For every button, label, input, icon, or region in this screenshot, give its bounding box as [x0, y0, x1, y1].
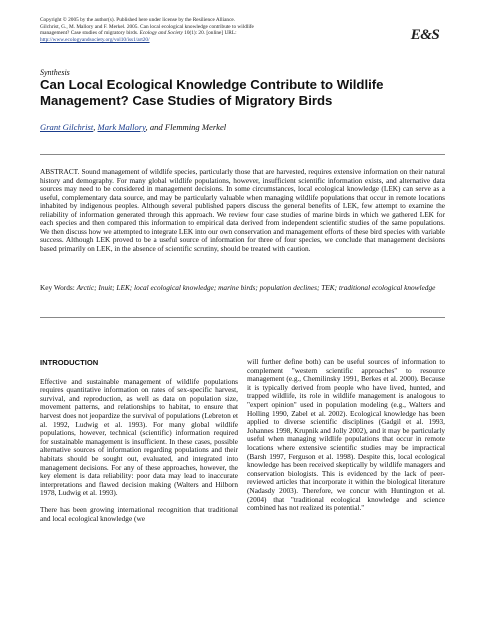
copyright-line: Copyright © 2005 by the author(s). Published here under license by the Resilience Alliance. [40, 17, 236, 23]
keywords-label: Key Words: [40, 283, 77, 292]
section-label: Synthesis [40, 68, 70, 77]
author-separator: , [93, 122, 98, 132]
divider [40, 154, 445, 155]
body-paragraph: Effective and sustainable management of wildlife populations requires quantitative information on rates of sex-specific harvest, survival, and reproduction, as well as data on population size, movement patterns, and relationships to habitat, to ensure that harvest does not jeopardize the survival of populations (Lebreton et al. 1992, Ludwig et al. 1993). For many global wildlife populations, however, technical (scientific) information required for sustainable management is insufficient. In these cases, possible alternative sources of information regarding populations and their habitats should be sought out, evaluated, and integrated into management decisions. For any of these approaches, however, the key element is data reliability: poor data may lead to inaccurate interpretations and flawed decision making (Walters and Hilborn 1978, Ludwig et al. 1993). [40, 376, 238, 498]
journal-name: Ecology and Society [139, 30, 183, 37]
author-link-mallory[interactable]: Mark Mallory [97, 122, 146, 132]
copyright-notice [40, 17, 400, 43]
citation-text: management? Case studies of migratory birds. [40, 30, 140, 37]
body-column-left [40, 359, 238, 532]
divider [40, 317, 445, 318]
author-separator-final: , and Flemming Merkel [145, 122, 227, 132]
keywords-list: Arctic; Inuit; LEK; local ecological knowledge; marine birds; population declines; TEK; traditional ecological knowledge [76, 283, 436, 292]
body-paragraph: There has been growing international recognition that traditional and local ecological knowledge (we [40, 505, 238, 523]
abstract: ABSTRACT. Sound management of wildlife species, particularly those that are harvested, requires extensive information on their natural history and demography. For many global wildlife populations, however, insufficient scientific information exists, and alternative data sources may need to be considered in management decisions. In some circumstances, local ecological knowledge (LEK) can serve as a useful, complementary data source, and may be particularly valuable when managing wildlife populations that occur in remote locations inhabited by indigenous peoples. Although several published papers discuss the general benefits of LEK, few attempt to examine the reliability of information generated through this approach. We review four case studies of marine birds in which we gathered LEK for each species and then compared this information to empirical data derived from independent scientific studies of the same populations. We then discuss how we attempted to integrate LEK into our own conservation and management efforts of these bird species with variable success. Although LEK proved to be a useful source of information for three of four species, we conclude that management decisions based primarily on LEK, in the absence of scientific scrutiny, should be treated with caution. [40, 167, 445, 253]
citation-line-2 [40, 30, 400, 37]
author-list [40, 122, 226, 132]
citation-line: Gilchrist, G., M. Mallory and F. Merkel. 2005. Can local ecological knowledge contribute to wildlife [40, 23, 254, 30]
keywords [40, 283, 445, 292]
section-heading: INTRODUCTION [40, 358, 99, 367]
journal-logo: E&S [410, 27, 440, 43]
author-link-gilchrist[interactable]: Grant Gilchrist [40, 122, 94, 132]
citation-volume: 10(1): 20. [online] URL: [182, 30, 237, 37]
body-paragraph: will further define both) can be useful sources of information to complement "western scientific approaches" to resource management (e.g., Chemilinsky 1991, Berkes et al. 2000). Because it is typically derived from people who have lived, hunted, and trapped wildlife, its role in wildlife management is analogous to "expert opinion" used in population modeling (e.g., Walters and Holling 1990, Zabel et al. 2002). Ecological knowledge has been applied to diverse scientific disciplines (Gadgil et al. 1993, Johannes 1998, Krupnik and Jolly 2002), and it may be particularly useful when managing wildlife populations that occur in remote locations where extensive scientific studies may be impractical (Barsh 1997, Ferguson et al. 1998). Despite this, local ecological knowledge has been received skeptically by wildlife managers and conservation biologists. This is evidenced by the lack of peer-reviewed articles that incorporate it within the biological literature (Nadasdy 2003). Therefore, we concur with Huntington et al. (2004) that "traditional ecological knowledge and science combined has not realized its potential." [247, 357, 445, 513]
article-url-link[interactable]: http://www.ecologyandsociety.org/vol10/iss1/art20/ [40, 36, 150, 43]
body-column-right [247, 358, 445, 521]
article-title: Can Local Ecological Knowledge Contribute to Wildlife Management? Case Studies of Migratory Birds [40, 77, 384, 108]
